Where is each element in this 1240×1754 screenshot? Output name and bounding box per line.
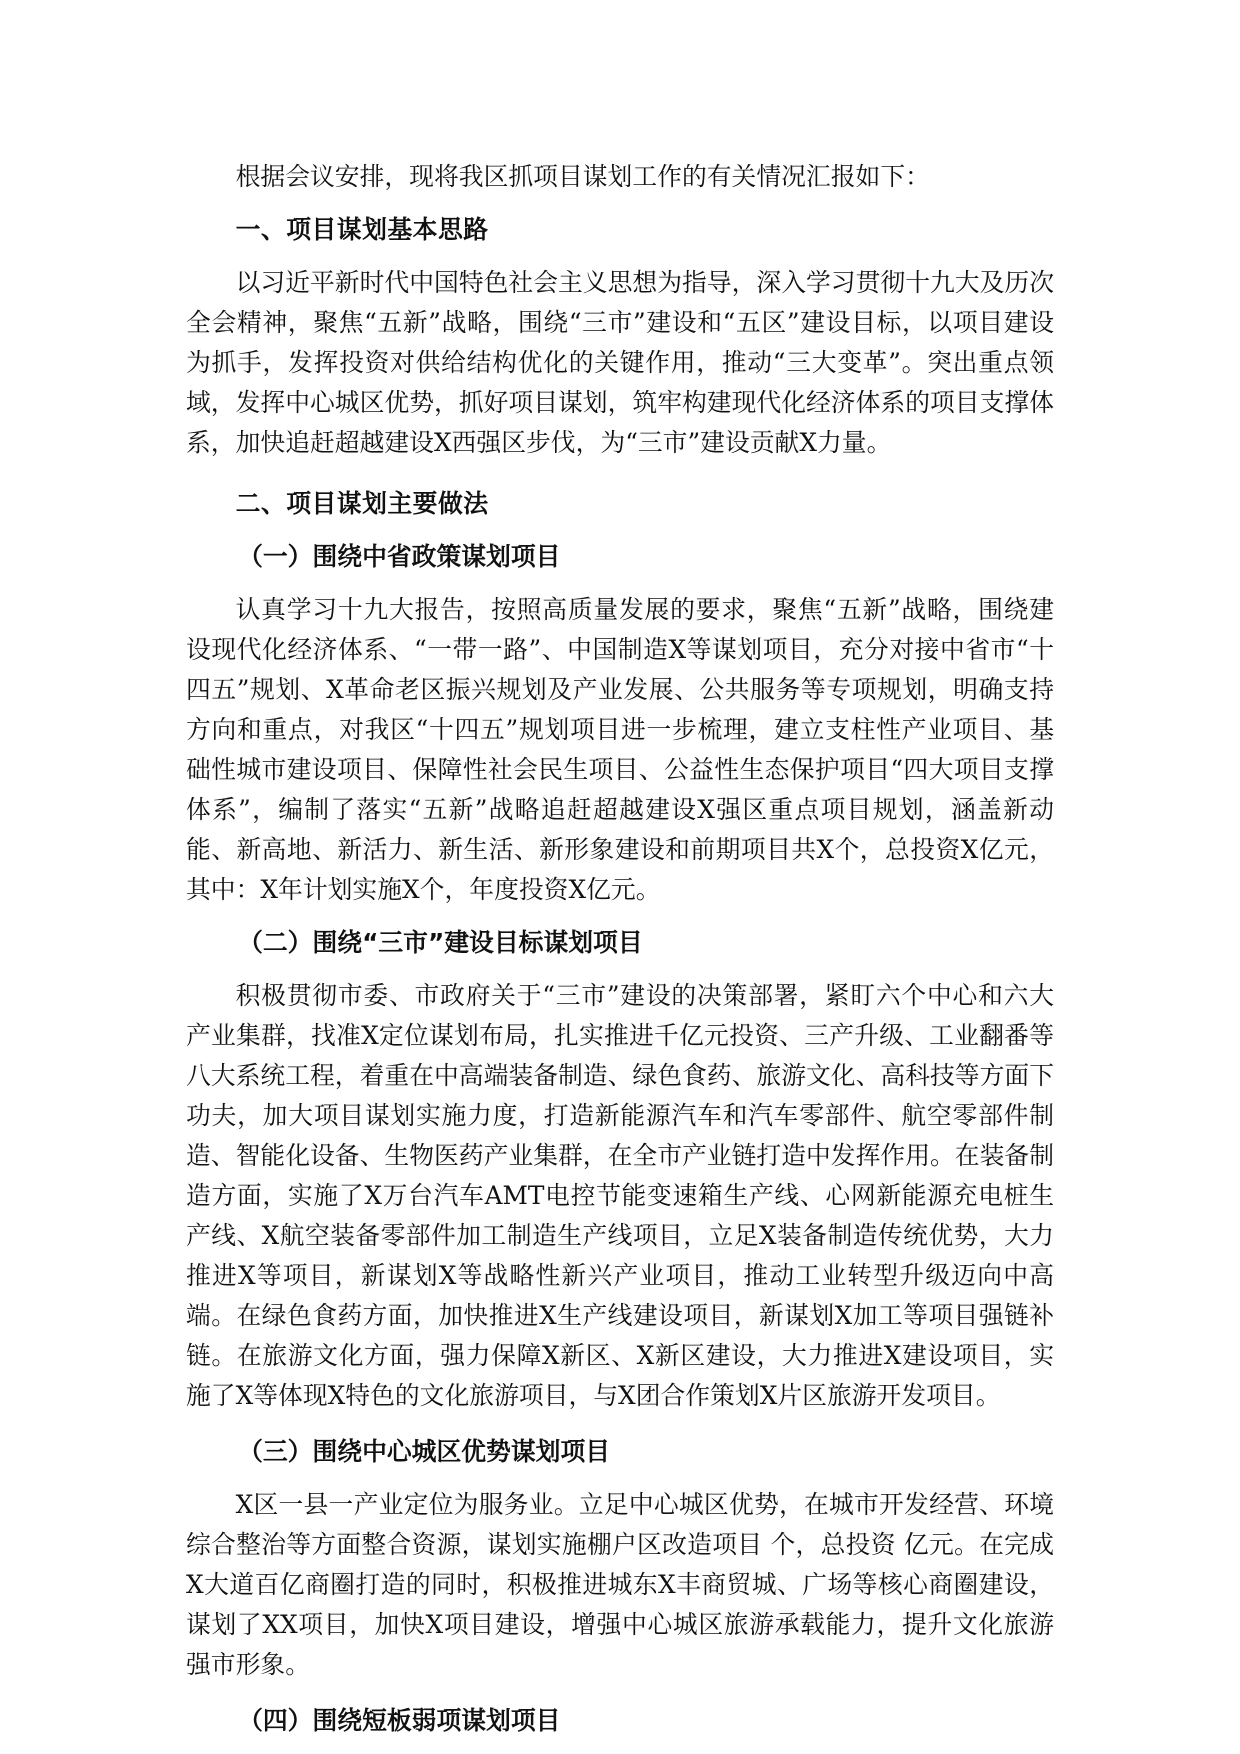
- subsection-1-heading: （一）围绕中省政策谋划项目: [238, 542, 561, 571]
- subsection-3-paragraph: X区一县一产业定位为服务业。立足中心城区优势，在城市开发经营、环境综合整治等方面整合资源，谋划实施棚户区改造项目 个，总投资 亿元。在完成X大道百亿商圈打造的同时，积极推进城东X丰商贸城、广场等核心商圈建设，谋划了XX项目，加快X项目建设，增强中心城区旅游承载能力，提升文化旅游强市形象。: [186, 1490, 1054, 1679]
- section-2-heading: 二、项目谋划主要做法: [235, 489, 489, 518]
- section-1-paragraph: 以习近平新时代中国特色社会主义思想为指导，深入学习贯彻十九大及历次全会精神，聚焦“五新”战略，围绕“三市”建设和“五区”建设目标，以项目建设为抓手，发挥投资对供给结构优化的关键作用，推动“三大变革”。突出重点领域，发挥中心城区优势，抓好项目谋划，筑牢构建现代化经济体系的项目支撑体系，加快追赶超越建设X西强区步伐，为“三市”建设贡献X力量。: [186, 268, 1054, 457]
- subsection-2-paragraph: 积极贯彻市委、市政府关于“三市”建设的决策部署，紧盯六个中心和六大产业集群，找准X定位谋划布局，扎实推进千亿元投资、三产升级、工业翻番等八大系统工程，着重在中高端装备制造、绿色食药、旅游文化、高科技等方面下功夫，加大项目谋划实施力度，打造新能源汽车和汽车零部件、航空零部件制造、智能化设备、生物医药产业集群，在全市产业链打造中发挥作用。在装备制造方面，实施了X万台汽车AMT电控节能变速箱生产线、心网新能源充电桩生产线、X航空装备零部件加工制造生产线项目，立足X装备制造传统优势，大力推进X等项目，新谋划X等战略性新兴产业项目，推动工业转型升级迈向中高端。在绿色食药方面，加快推进X生产线建设项目，新谋划X加工等项目强链补链。在旅游文化方面，强力保障X新区、X新区建设，大力推进X建设项目，实施了X等体现X特色的文化旅游项目，与X团合作策划X片区旅游开发项目。: [186, 981, 1054, 1410]
- document-body: [186, 157, 1054, 1741]
- intro-paragraph: 根据会议安排，现将我区抓项目谋划工作的有关情况汇报如下：: [235, 162, 930, 191]
- subsection-1-paragraph: 认真学习十九大报告，按照高质量发展的要求，聚焦“五新”战略，围绕建设现代化经济体系、“一带一路”、中国制造X等谋划项目，充分对接中省市“十四五”规划、X革命老区振兴规划及产业发展、公共服务等专项规划，明确支持方向和重点，对我区“十四五”规划项目进一步梳理，建立支柱性产业项目、基础性城市建设项目、保障性社会民生项目、公益性生态保护项目“四大项目支撑体系”，编制了落实“五新”战略追赶超越建设X强区重点项目规划，涵盖新动能、新高地、新活力、新生活、新形象建设和前期项目共X个，总投资X亿元，其中：X年计划实施X个，年度投资X亿元。: [186, 595, 1054, 904]
- subsection-4-heading: （四）围绕短板弱项谋划项目: [238, 1706, 561, 1735]
- subsection-2-heading: （二）围绕“三市”建设目标谋划项目: [238, 928, 643, 957]
- section-1-heading: 一、项目谋划基本思路: [235, 215, 489, 244]
- subsection-3-heading: （三）围绕中心城区优势谋划项目: [238, 1437, 611, 1466]
